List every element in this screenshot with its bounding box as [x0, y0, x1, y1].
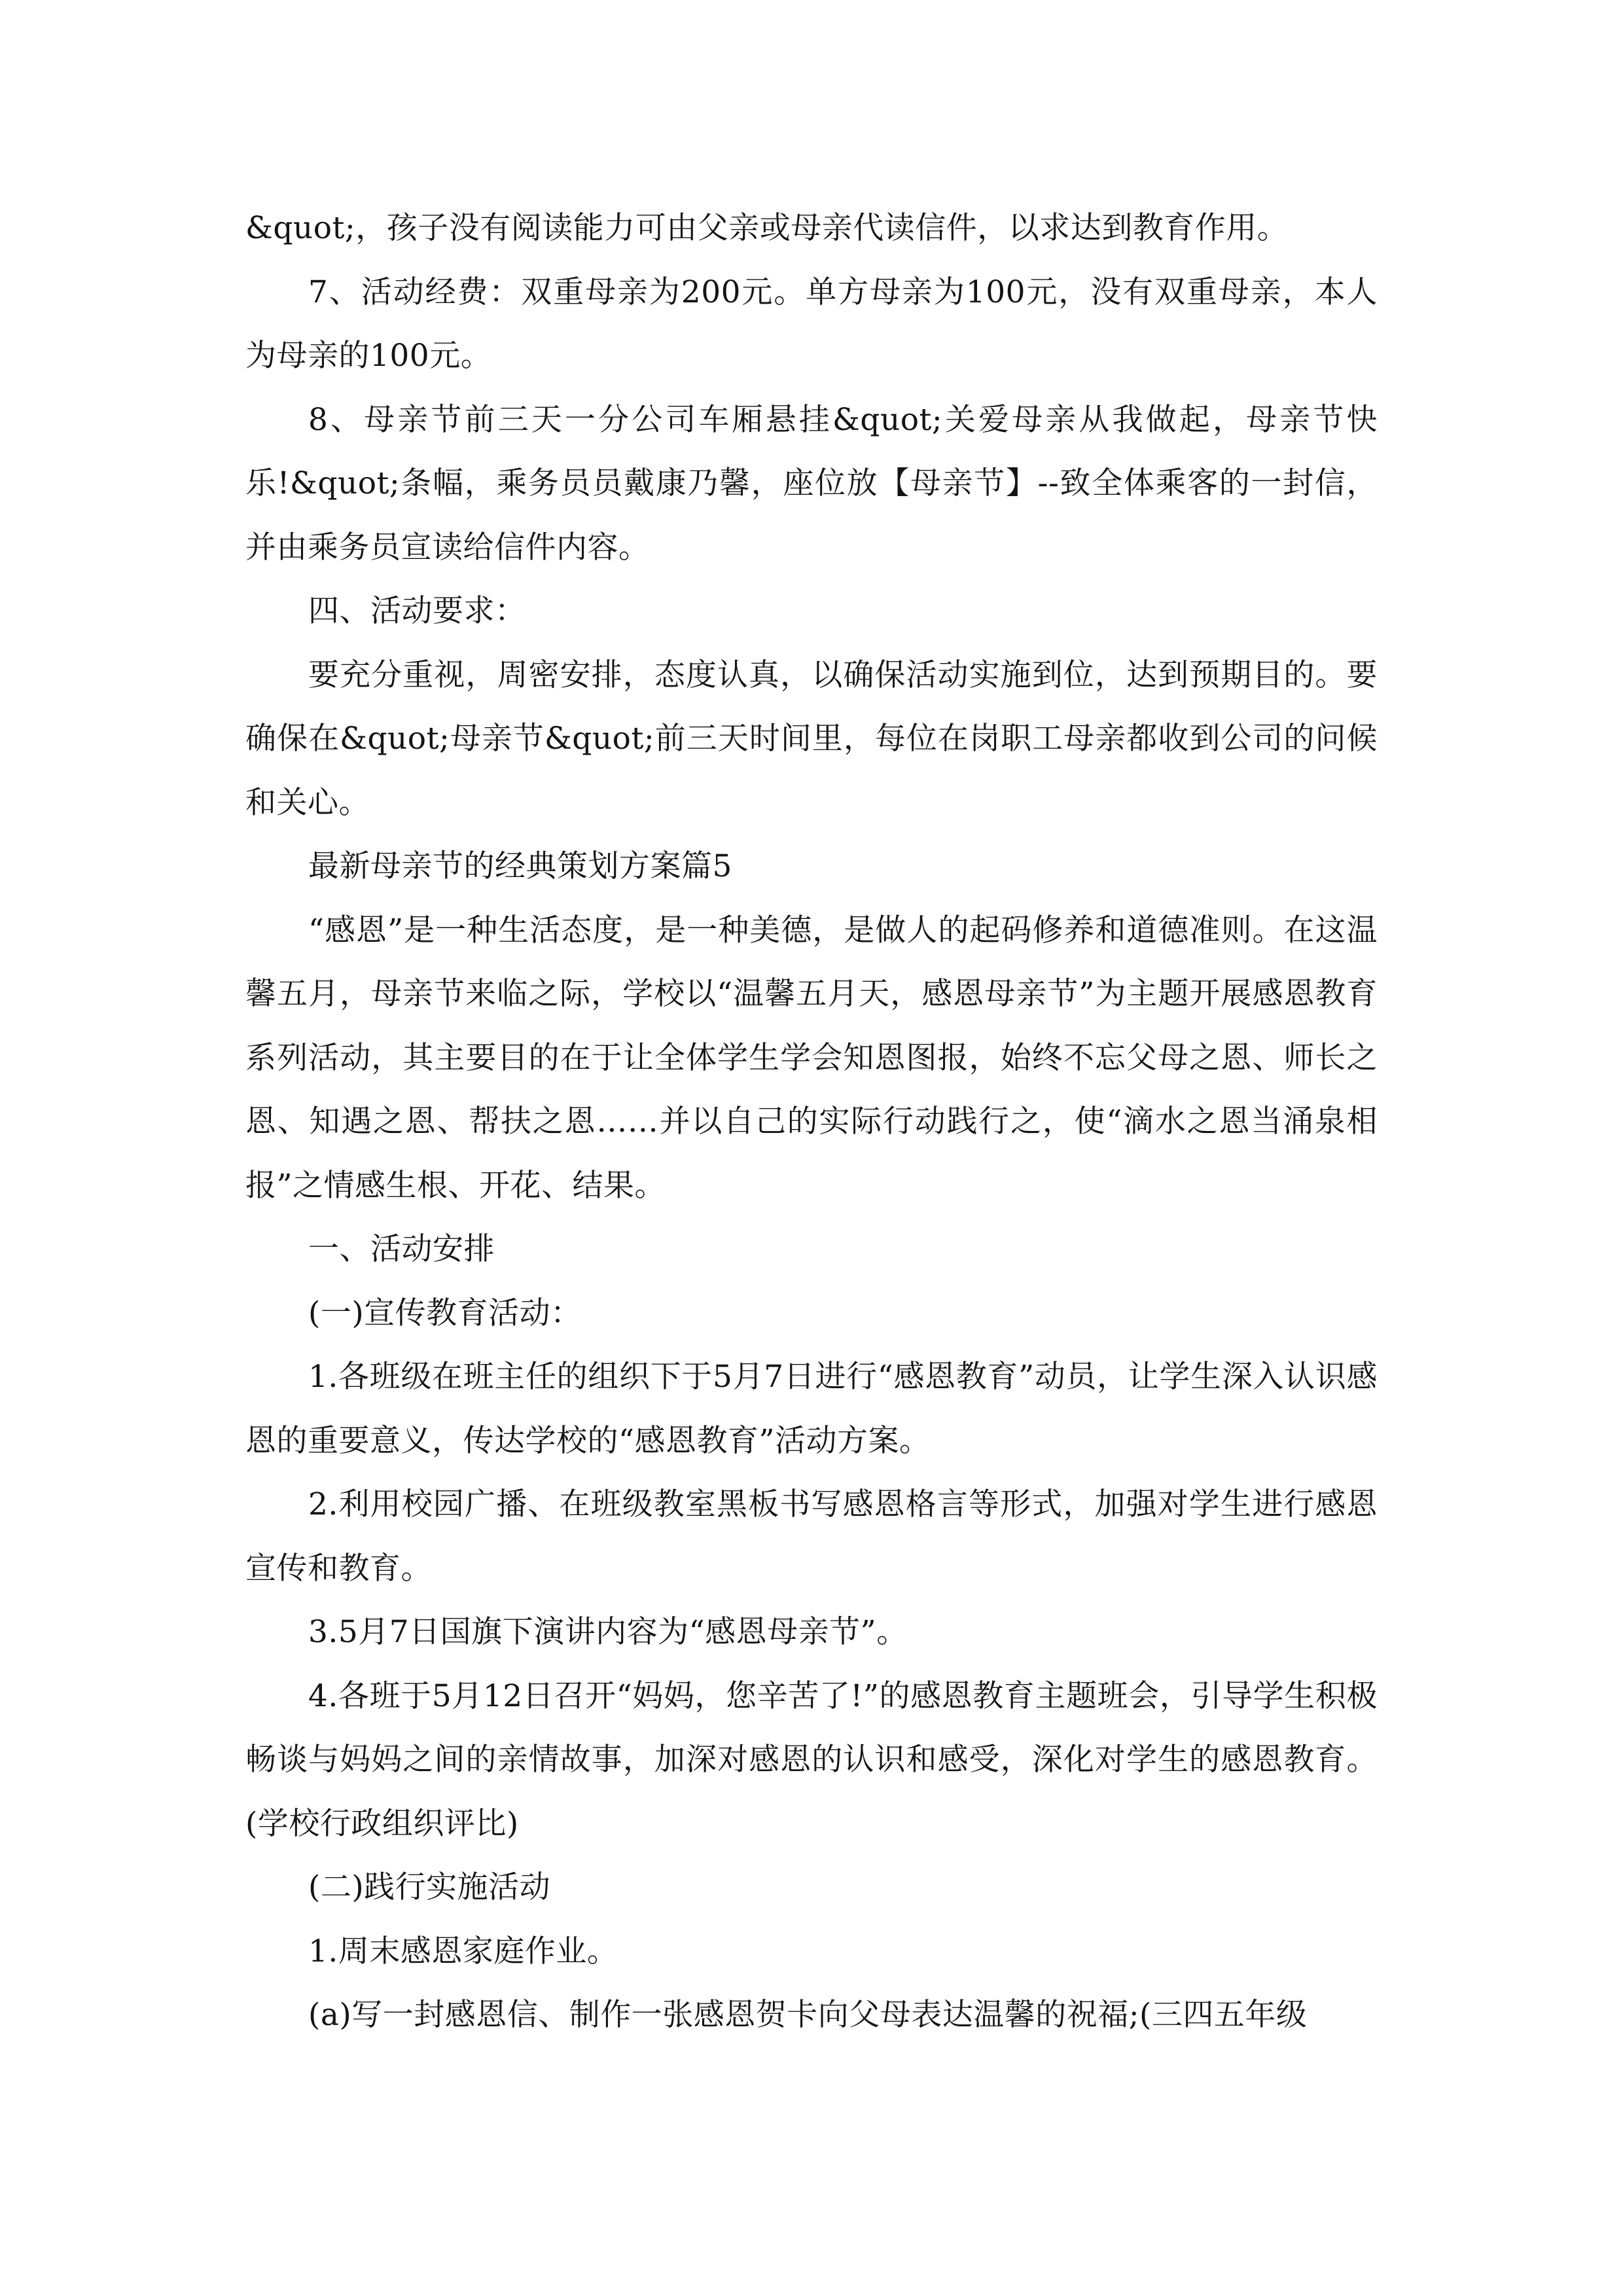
- paragraph-requirements: 要充分重视，周密安排，态度认真，以确保活动实施到位，达到预期目的。要确保在&quot;母亲节&quot;前三天时间里，每位在岗职工母亲都收到公司的问候和关心。: [245, 656, 1378, 821]
- paragraph-banner: 8、母亲节前三天一分公司车厢悬挂&quot;关爱母亲从我做起，母亲节快乐!&quot;条幅，乘务员员戴康乃馨，座位放【母亲节】--致全体乘客的一封信，并由乘务员宣读给信件内容。: [245, 401, 1378, 565]
- list-item-1: 1.各班级在班主任的组织下于5月7日进行“感恩教育”动员，让学生深入认识感恩的重要意义，传达学校的“感恩教育”活动方案。: [245, 1359, 1378, 1459]
- heading-requirements: 四、活动要求：: [308, 593, 526, 629]
- paragraph-gratitude-intro: “感恩”是一种生活态度，是一种美德，是做人的起码修养和道德准则。在这温馨五月，母亲节来临之际，学校以“温馨五月天，感恩母亲节”为主题开展感恩教育系列活动，其主要目的在于让全体学生学会知恩图报，始终不忘父母之恩、师长之恩、知遇之恩、帮扶之恩……并以自己的实际行动践行之，使“滴水之恩当涌泉相报”之情感生根、开花、结果。: [245, 912, 1378, 1204]
- section-title-plan-5: 最新母亲节的经典策划方案篇5: [308, 848, 732, 884]
- paragraph-continuation: &quot;，孩子没有阅读能力可由父亲或母亲代读信件，以求达到教育作用。: [245, 210, 1289, 246]
- list-item-3: 3.5月7日国旗下演讲内容为“感恩母亲节”。: [308, 1614, 908, 1650]
- list-item-2: 2.利用校园广播、在班级教室黑板书写感恩格言等形式，加强对学生进行感恩宣传和教育。: [245, 1486, 1378, 1587]
- document-body: [245, 196, 1378, 2047]
- list-item-4: 4.各班于5月12日召开“妈妈，您辛苦了!”的感恩教育主题班会，引导学生积极畅谈与妈妈之间的亲情故事，加深对感恩的认识和感受，深化对学生的感恩教育。(学校行政组织评比): [245, 1677, 1378, 1842]
- subheading-publicity: (一)宣传教育活动：: [308, 1295, 582, 1331]
- subheading-practice: (二)践行实施活动: [308, 1869, 551, 1905]
- list-item-homework: 1.周末感恩家庭作业。: [308, 1933, 618, 1969]
- list-item-a: (a)写一封感恩信、制作一张感恩贺卡向父母表达温馨的祝福;(三四五年级: [308, 1997, 1308, 2033]
- paragraph-funding: 7、活动经费：双重母亲为200元。单方母亲为100元，没有双重母亲，本人为母亲的100元。: [245, 274, 1378, 374]
- heading-activity-arrangement: 一、活动安排: [308, 1231, 495, 1267]
